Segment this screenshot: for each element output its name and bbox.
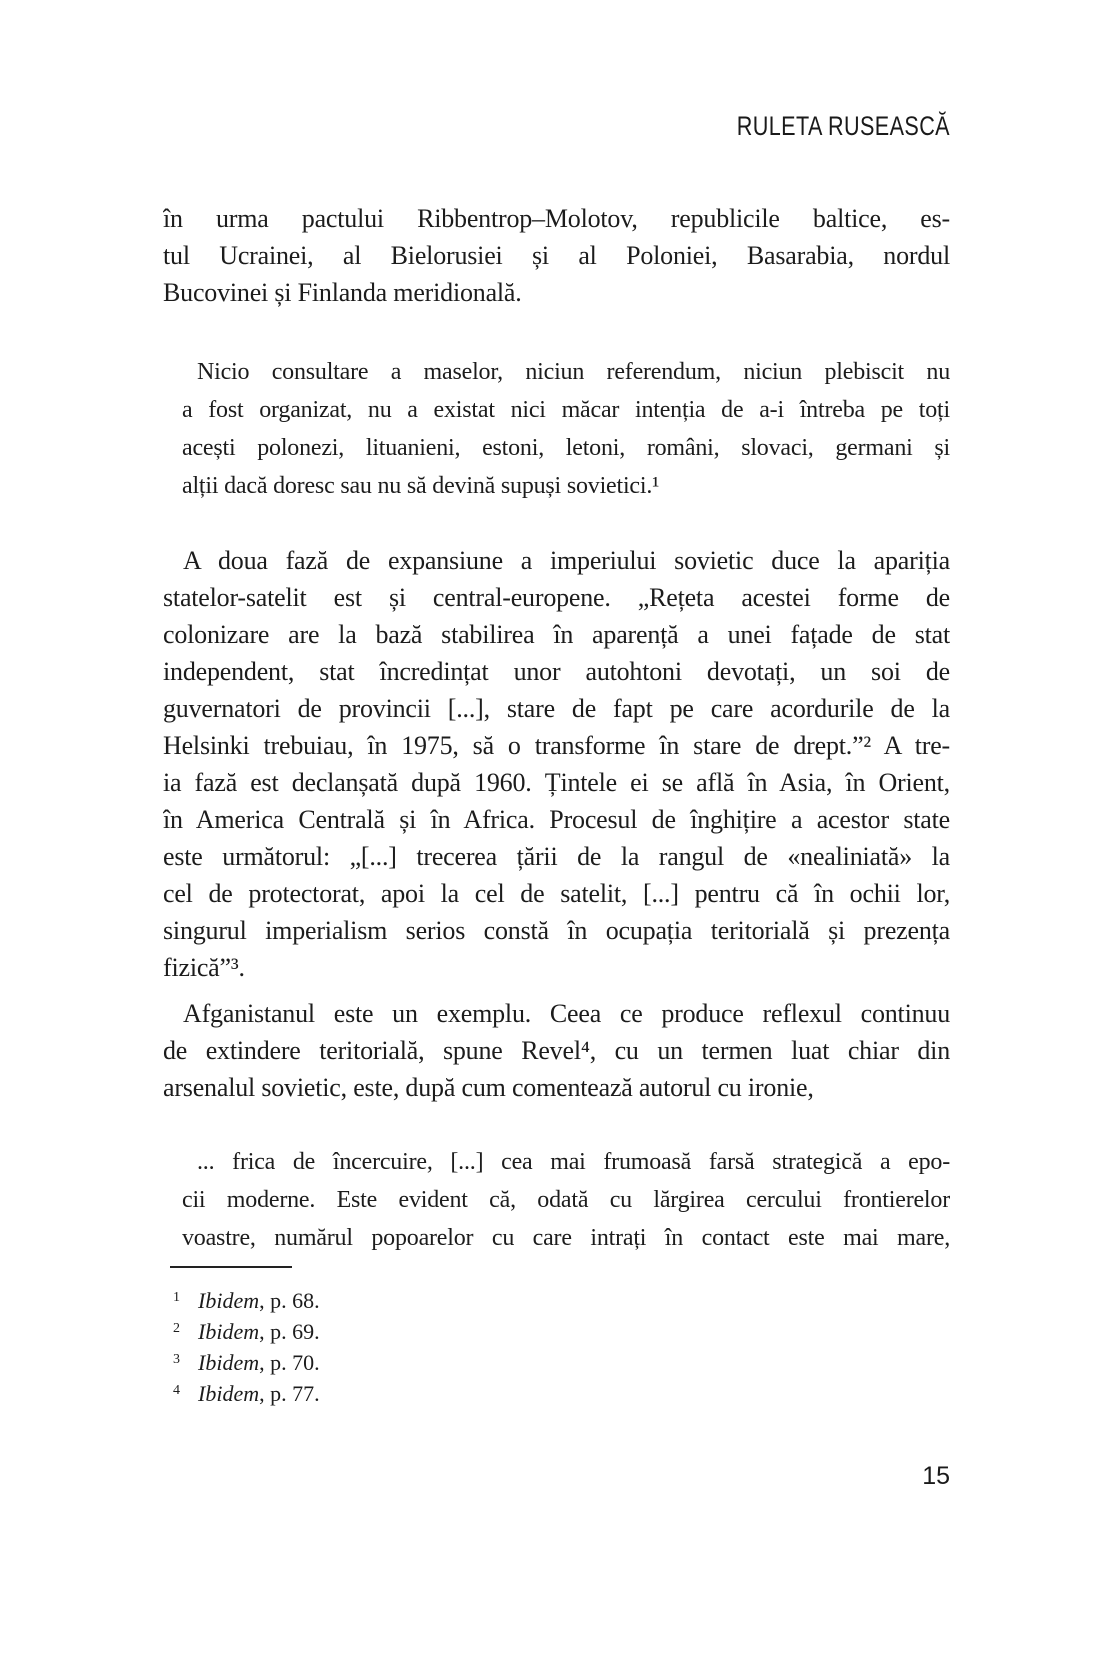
footnote: [163, 1375, 950, 1406]
text-line: fizică”³.: [163, 953, 245, 982]
footnote-detail: , p. 69.: [259, 1319, 320, 1344]
footnote-separator-rule: [170, 1266, 292, 1268]
text-line: statelor-satelit est și central-europene. „Rețeta acestei forme de: [163, 583, 950, 612]
text-line: cii moderne. Este evident că, odată cu lărgirea cercului frontierelor: [182, 1187, 950, 1213]
footnote-marker: 1: [173, 1290, 180, 1305]
text-line: colonizare are la bază stabilirea în aparență a unei fațade de stat: [163, 620, 950, 649]
text-line: acești polonezi, lituanieni, estoni, letoni, români, slovaci, germani și: [182, 435, 950, 461]
footnote-source: Ibidem: [198, 1319, 260, 1344]
text-line: guvernatori de provincii [...], stare de fapt pe care acordurile de la: [163, 694, 950, 723]
text-line: ... frica de încercuire, [...] cea mai frumoasă farsă strategică a epo-: [197, 1149, 950, 1175]
paragraph-continuation: [163, 200, 950, 311]
footnote-detail: , p. 70.: [259, 1350, 320, 1375]
text-line: în urma pactului Ribbentrop–Molotov, republicile baltice, es-: [163, 204, 950, 233]
text-line: Afganistanul este un exemplu. Ceea ce produce reflexul continuu: [183, 999, 950, 1028]
footnote-detail: , p. 77.: [259, 1381, 320, 1406]
footnote: [163, 1344, 950, 1375]
paragraph-3: [163, 995, 950, 1106]
block-quote-1: [163, 353, 950, 505]
footnote-marker: 2: [173, 1321, 180, 1336]
text-line: singurul imperialism serios constă în ocupația teritorială și prezența: [163, 916, 950, 945]
footnote: [163, 1313, 950, 1344]
footnote-source: Ibidem: [198, 1288, 260, 1313]
footnote: [163, 1282, 950, 1313]
footnotes: [163, 1282, 950, 1406]
text-line: de extindere teritorială, spune Revel⁴, cu un termen luat chiar din: [163, 1036, 950, 1065]
text-line: tul Ucrainei, al Bielorusiei și al Poloniei, Basarabia, nordul: [163, 241, 950, 270]
text-line: cel de protectorat, apoi la cel de satelit, [...] pentru că în ochii lor,: [163, 879, 950, 908]
text-line: în America Centrală și în Africa. Procesul de înghițire a acestor state: [163, 805, 950, 834]
text-line: Helsinki trebuiau, în 1975, să o transforme în stare de drept.”² A tre-: [163, 731, 950, 760]
text-line: independent, stat încredințat unor autohtoni devotați, un soi de: [163, 657, 950, 686]
text-line: este următorul: „[...] trecerea țării de la rangul de «nealiniată» la: [163, 842, 950, 871]
text-line: arsenalul sovietic, este, după cum comentează autorul cu ironie,: [163, 1073, 814, 1102]
footnote-source: Ibidem: [198, 1381, 260, 1406]
text-line: voastre, numărul popoarelor cu care intrați în contact este mai mare,: [182, 1225, 950, 1251]
text-line: Bucovinei și Finlanda meridională.: [163, 278, 522, 307]
paragraph-2: [163, 542, 950, 986]
text-line: Nicio consultare a maselor, niciun referendum, niciun plebiscit nu: [197, 359, 950, 385]
footnote-detail: , p. 68.: [259, 1288, 320, 1313]
text-line: ia fază est declanșată după 1960. Țintele ei se află în Asia, în Orient,: [163, 768, 950, 797]
text-line: alții dacă doresc sau nu să devină supuși sovietici.¹: [182, 473, 660, 499]
footnote-marker: 4: [173, 1383, 180, 1398]
footnote-source: Ibidem: [198, 1350, 260, 1375]
block-quote-2: [163, 1143, 950, 1257]
running-header: RULETA RUSEASCĂ: [736, 111, 950, 141]
text-line: A doua fază de expansiune a imperiului sovietic duce la apariția: [183, 546, 950, 575]
page-number: 15: [922, 1462, 950, 1490]
text-line: a fost organizat, nu a existat nici măcar intenția de a-i întreba pe toți: [182, 397, 950, 423]
footnote-marker: 3: [173, 1352, 180, 1367]
